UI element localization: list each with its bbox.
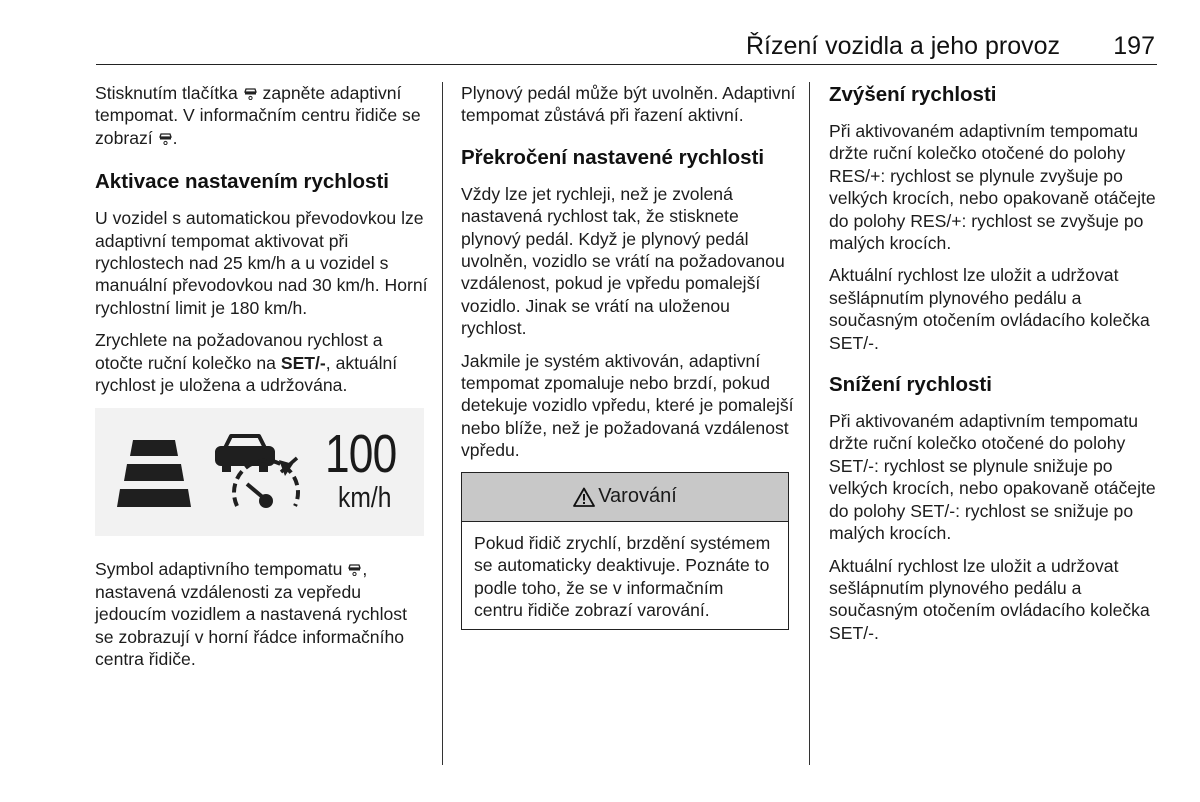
warning-triangle-icon bbox=[573, 487, 595, 507]
warning-title: Varování bbox=[598, 485, 677, 508]
increase-paragraph: Při aktivovaném adaptivním tempomatu držte ruční kolečko otočené do polohy RES/+: rychlost se plynule zvyšuje po velkých krocích, nebo opakovaně otáčejte do polohy RES/+: rychlost se zvyšuje po malých krocích. bbox=[829, 121, 1156, 254]
system-active-paragraph: Jakmile je systém aktivován, adaptivní tempomat zpomaluje nebo brzdí, pokud detekuje vozidlo vpředu, které je pomalejší nebo blíže, než je požadovaná vzdálenost vpředu. bbox=[461, 350, 794, 461]
store-speed-paragraph-2: Aktuální rychlost lze uložit a udržovat sešlápnutím plynového pedálu a současným otočením ovládacího kolečka SET/-. bbox=[829, 555, 1150, 643]
following-distance-icon bbox=[117, 440, 191, 507]
store-speed-paragraph: Aktuální rychlost lze uložit a udržovat sešlápnutím plynového pedálu a současným otočením ovládacího kolečka SET/-. bbox=[829, 265, 1150, 353]
warning-header bbox=[462, 473, 788, 522]
heading-increase-speed: Zvýšení rychlosti bbox=[829, 83, 997, 106]
cluster-display-figure bbox=[95, 408, 424, 536]
column-divider bbox=[809, 82, 810, 765]
column-middle bbox=[461, 82, 796, 630]
warning-body bbox=[462, 522, 788, 630]
speed-unit: km/h bbox=[338, 482, 392, 515]
heading-activation: Aktivace nastavením rychlosti bbox=[95, 170, 389, 194]
intro-paragraph: Stisknutím tlačítka zapněte adaptivní tempomat. V informačním centru řidiče se zobrazí . bbox=[95, 83, 421, 148]
car-speedometer-icon bbox=[217, 436, 298, 506]
chapter-title: Řízení vozidla a jeho provoz bbox=[745, 32, 1060, 60]
accelerate-paragraph: Zrychlete na požadovanou rychlost a otočte ruční kolečko na SET/-, aktuální rychlost je uložena a udržována. bbox=[95, 330, 398, 396]
heading-exceed-speed: Překročení nastavené rychlosti bbox=[461, 145, 765, 169]
pedal-paragraph: Plynový pedál může být uvolněn. Adaptivní tempomat zůstává při řazení aktivní. bbox=[461, 83, 796, 126]
decrease-paragraph: Při aktivovaném adaptivním tempomatu držte ruční kolečko otočené do polohy SET/-: rychlost se plynule snižuje po velkých krocích, nebo opakovaně otáčejte do polohy SET/-: rychlost se snižuje po malých krocích. bbox=[829, 411, 1156, 544]
page-number: 197 bbox=[1113, 32, 1155, 60]
activation-paragraph: U vozidel s automatickou převodovkou lze adaptivní tempomat aktivovat při rychlostech nad 25 km/h a u vozidel s manuální převodovkou nad 30 km/h. Horní rychlostní limit je 180 km/h. bbox=[95, 208, 428, 318]
adaptive-cruise-control-icon bbox=[243, 86, 258, 100]
page-header bbox=[96, 30, 1157, 65]
column-left bbox=[95, 82, 430, 681]
warning-box bbox=[461, 472, 789, 631]
heading-decrease-speed: Snížení rychlosti bbox=[829, 373, 992, 397]
exceed-paragraph: Vždy lze jet rychleji, než je zvolená nastavená rychlost tak, že stisknete plynový pedál. Když je plynový pedál uvolněn, vozidlo se vrátí na požadovanou vzdálenost, pokud je vpředu pomalejší vozidlo. Jinak se vrátí na uloženou rychlost. bbox=[461, 183, 785, 339]
set-speed-value: 100 bbox=[325, 424, 397, 485]
column-divider bbox=[442, 82, 443, 765]
adaptive-cruise-control-icon bbox=[158, 131, 173, 145]
warning-text: Pokud řidič zrychlí, brzdění systémem se automaticky deaktivuje. Poznáte to podle toho, že se v informačním centru řidiče zobrazí varování. bbox=[474, 532, 771, 620]
column-right bbox=[829, 82, 1164, 654]
adaptive-cruise-control-icon bbox=[347, 562, 362, 576]
figure-caption: Symbol adaptivního tempomatu , nastavená vzdálenosti za vepředu jedoucím vozidlem a nastavená rychlost se zobrazují v horní řádce informačního centra řidiče. bbox=[95, 559, 407, 670]
